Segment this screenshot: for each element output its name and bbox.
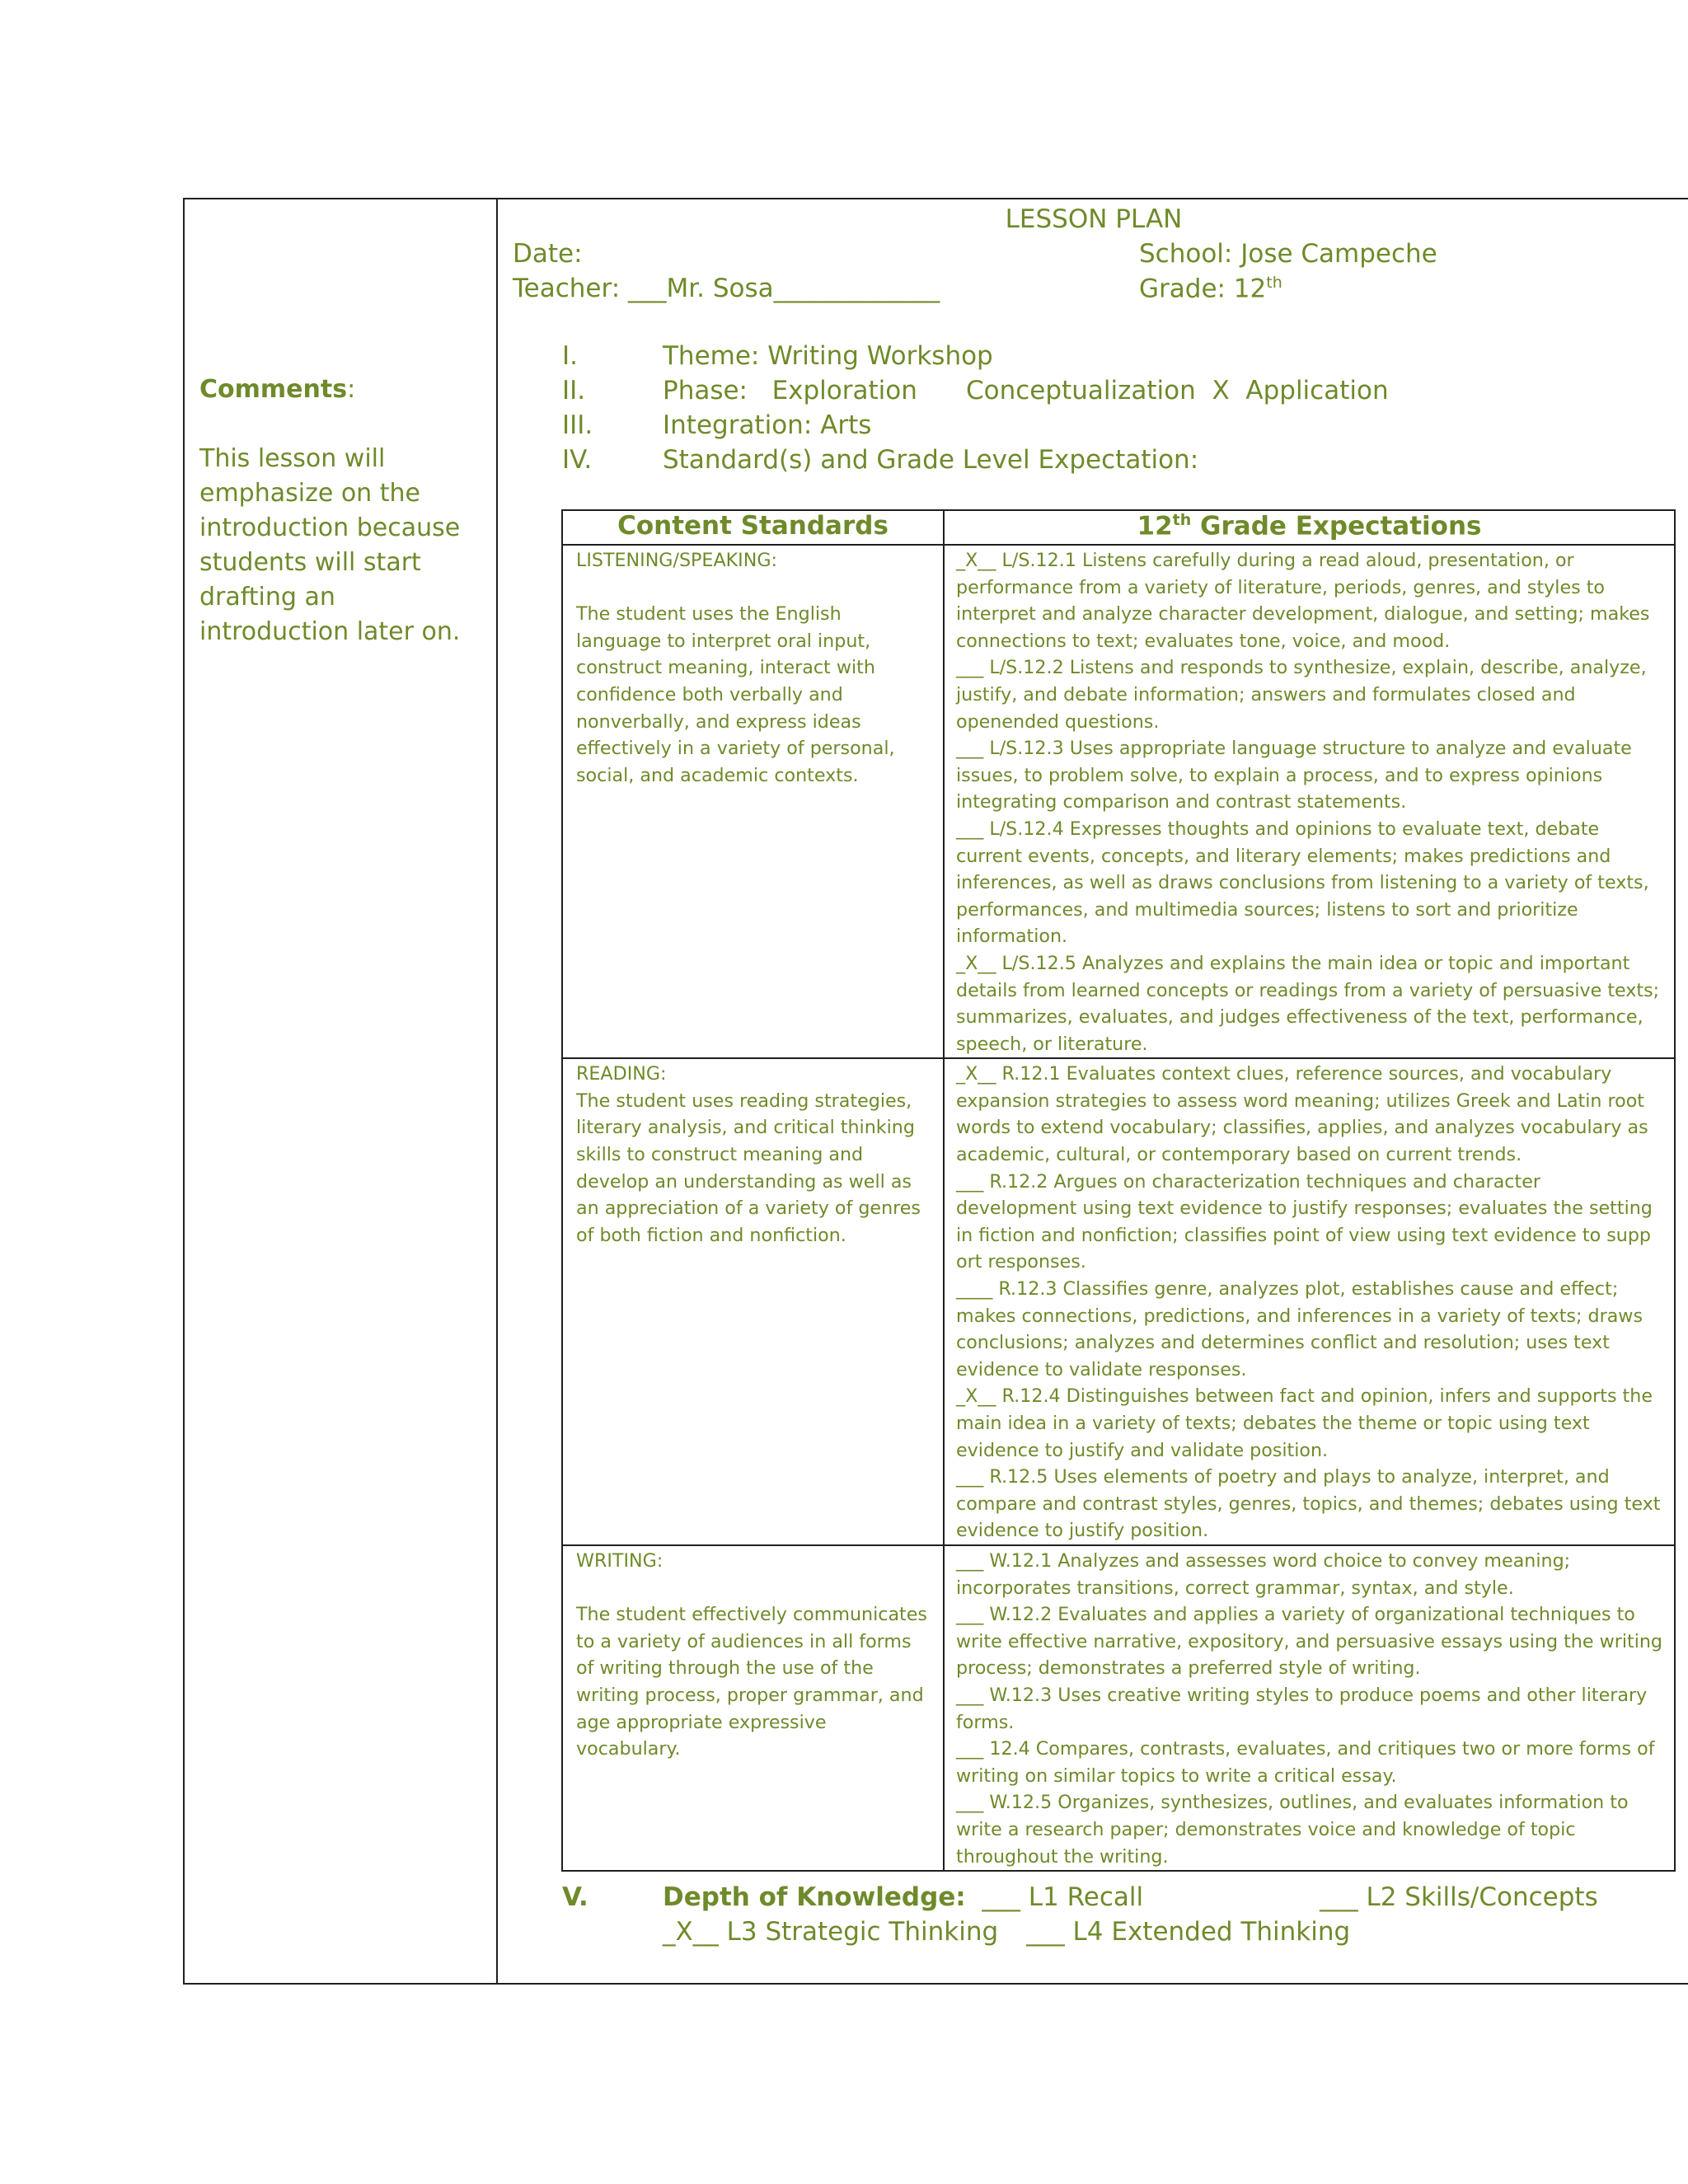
comments-colon: : xyxy=(347,375,356,404)
expectation-item: ___ W.12.2 Evaluates and applies a variety of organizational techniques to write effective narrative, expository, and persuasive essays using the writing process; demonstrates a preferred style of writing. xyxy=(956,1604,1663,1680)
lesson-plan-frame xyxy=(183,198,1688,1985)
table-header-row xyxy=(562,510,1675,545)
header-grade-suffix: Grade Expectations xyxy=(1191,511,1482,541)
outline-text: Integration: Arts xyxy=(663,410,872,440)
outline-text: Phase: Exploration Conceptualization X Application xyxy=(663,376,1389,405)
content-standard-cell xyxy=(562,1545,944,1871)
comments-section xyxy=(199,373,488,649)
header-content-standards: Content Standards xyxy=(562,510,944,545)
content-standard-cell xyxy=(562,545,944,1058)
grade-label xyxy=(1139,274,1282,303)
expectation-item: ___ L/S.12.2 Listens and responds to synthesize, explain, describe, analyze, justify, and debate information; answers and formulates closed and openended questions. xyxy=(956,657,1647,733)
expectation-item: ___ 12.4 Compares, contrasts, evaluates, and critiques two or more forms of writing on similar topics to write a critical essay. xyxy=(956,1738,1655,1787)
depth-of-knowledge xyxy=(562,1882,1598,1912)
category-description: The student effectively communicates to a variety of audiences in all forms of writing through the use of the writing process, proper grammar, and age appropriate expressive vocabulary. xyxy=(576,1604,927,1760)
dok-num: V. xyxy=(562,1882,588,1912)
header-grade-number: 12 xyxy=(1137,511,1173,541)
content-standard-cell xyxy=(562,1058,944,1545)
teacher-label: Teacher: ___Mr. Sosa_____________ xyxy=(513,274,940,303)
expectation-item: ___ R.12.2 Argues on characterization techniques and character development using text evidence to justify responses; evaluates the setting in fiction and nonfiction; classifies point of view using text evidence to supp ort responses. xyxy=(956,1170,1653,1273)
dok-l3: _X__ L3 Strategic Thinking xyxy=(663,1917,999,1947)
grade-sup: th xyxy=(1266,274,1282,292)
outline-text: Theme: Writing Workshop xyxy=(663,341,993,371)
category-label: LISTENING/SPEAKING: xyxy=(576,550,777,571)
outline-text: Standard(s) and Grade Level Expectation: xyxy=(663,445,1199,475)
outline-item xyxy=(562,445,1198,475)
outline-item xyxy=(562,410,871,440)
outline-item xyxy=(562,341,993,371)
expectation-item: ___ W.12.3 Uses creative writing styles to produce poems and other literary forms. xyxy=(956,1684,1648,1733)
school-label: School: Jose Campeche xyxy=(1139,239,1437,269)
category-description: The student uses reading strategies, literary analysis, and critical thinking skills to construct meaning and develop an understanding as well as an appreciation of a variety of genres of both fiction and nonfiction. xyxy=(576,1090,921,1246)
standards-table xyxy=(561,509,1676,1872)
dok-l4: ___ L4 Extended Thinking xyxy=(1026,1917,1351,1947)
expectation-item: ___ W.12.1 Analyzes and assesses word choice to convey meaning; incorporates transitions, correct grammar, syntax, and style. xyxy=(956,1549,1571,1599)
outline-item xyxy=(562,376,1389,405)
expectations-cell xyxy=(944,545,1675,1058)
category-label: READING: xyxy=(576,1063,667,1085)
dok-l1: ___ L1 Recall xyxy=(982,1882,1144,1912)
outline-num: IV. xyxy=(562,445,593,475)
expectation-item: ___ R.12.5 Uses elements of poetry and plays to analyze, interpret, and compare and contrast styles, genres, topics, and themes; debates using text evidence to justify position. xyxy=(956,1466,1661,1542)
expectation-item: ___ L/S.12.3 Uses appropriate language structure to analyze and evaluate issues, to problem solve, to explain a process, and to express opinions integrating comparison and contrast statements. xyxy=(956,738,1632,813)
table-row xyxy=(562,1545,1675,1871)
expectation-item: ___ W.12.5 Organizes, synthesizes, outlines, and evaluates information to write a research paper; demonstrates voice and knowledge of topic throughout the writing. xyxy=(956,1792,1629,1868)
table-row xyxy=(562,545,1675,1058)
comments-body: This lesson will emphasize on the introduction because students will start drafting an introduction later on. xyxy=(199,444,461,646)
header-grade-sup: th xyxy=(1172,511,1192,529)
grade-text: Grade: 12 xyxy=(1139,274,1267,304)
category-label: WRITING: xyxy=(576,1549,663,1572)
outline-num: III. xyxy=(562,410,593,440)
table-row xyxy=(562,1058,1675,1545)
expectation-item: _X__ R.12.4 Distinguishes between fact and opinion, infers and supports the main idea in a variety of texts; debates the theme or topic using text evidence to justify and validate position. xyxy=(956,1385,1653,1461)
expectations-cell xyxy=(944,1545,1675,1871)
dok-label: Depth of Knowledge: xyxy=(663,1882,966,1912)
expectations-cell xyxy=(944,1058,1675,1545)
header-grade-expectations xyxy=(944,510,1675,545)
dok-l2: ___ L2 Skills/Concepts xyxy=(1320,1882,1598,1912)
date-label: Date: xyxy=(513,239,583,269)
expectation-item: ___ L/S.12.4 Expresses thoughts and opinions to evaluate text, debate current events, concepts, and literary elements; makes predictions and inferences, as well as draws conclusions from listening to a variety of texts, performances, and multimedia sources; listens to sort and prioritize information. xyxy=(956,818,1649,948)
comments-column xyxy=(185,199,498,1983)
outline-num: II. xyxy=(562,376,586,405)
expectation-item: _X__ L/S.12.5 Analyzes and explains the main idea or topic and important details from learned concepts or readings from a variety of persuasive texts; summarizes, evaluates, and judges effectiveness of the text, performance, speech, or literature. xyxy=(956,952,1660,1055)
expectation-item: ____ R.12.3 Classifies genre, analyzes plot, establishes cause and effect; makes connections, predictions, and inferences in a variety of texts; draws conclusions; analyzes and determines conflict and resolution; uses text evidence to validate responses. xyxy=(956,1278,1643,1380)
depth-of-knowledge-row2 xyxy=(663,1917,1350,1947)
page-title-text: LESSON PLAN xyxy=(1005,204,1183,234)
category-description: The student uses the English language to interpret oral input, construct meaning, interact with confidence both verbally and nonverbally, and express ideas effectively in a variety of personal, social, and academic contexts. xyxy=(576,603,895,786)
page-title xyxy=(498,204,1688,234)
outline-num: I. xyxy=(562,341,578,371)
expectation-item: _X__ L/S.12.1 Listens carefully during a read aloud, presentation, or performance from a variety of literature, periods, genres, and styles to interpret and analyze character development, dialogue, and setting; makes connections to text; evaluates tone, voice, and mood. xyxy=(956,550,1650,652)
comments-title: Comments xyxy=(199,375,348,404)
expectation-item: _X__ R.12.1 Evaluates context clues, reference sources, and vocabulary expansion strategies to assess word meaning; utilizes Greek and Latin root words to extend vocabulary; classifies, applies, and analyzes vocabulary as academic, cultural, or contemporary based on current trends. xyxy=(956,1063,1648,1166)
